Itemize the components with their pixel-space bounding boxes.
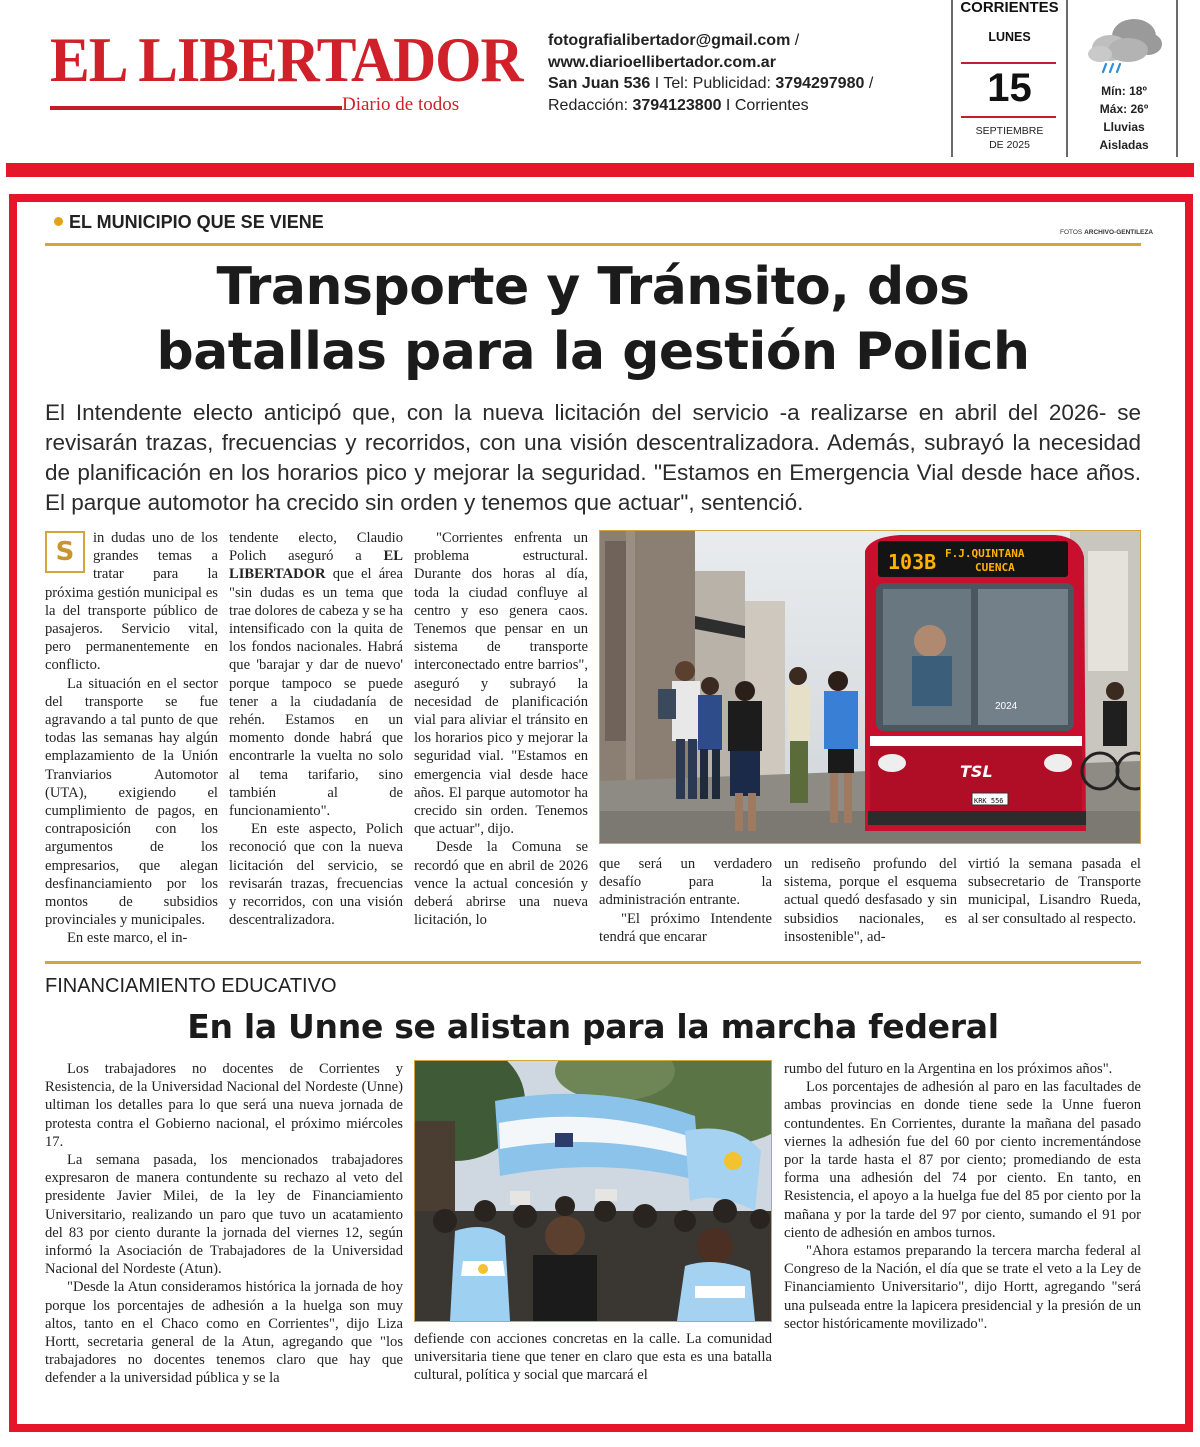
article2-column-3 [784, 1060, 1141, 1333]
paragraph: in dudas uno de los grandes temas a tratar para la próxima gestión municipal es la del transporte público de pasajeros. Servicio vital, pero permanentemente en conflicto. [45, 530, 218, 674]
paragraph: La semana pasada, los mencionados trabajadores expresaron de manera contundente su rechazo al veto del presidente Javier Milei, de la ley de Financiamiento Universitario, realizando un paro que tuvo un acatamiento del 83 por ciento durante la jornada del viernes 12, según informó la Asociación de Trabajadores de la Universidad Nacional del Nordeste (Atun). [45, 1152, 403, 1278]
article2-column-2 [414, 1330, 772, 1385]
contact-email[interactable]: fotografialibertador@gmail.com [548, 32, 791, 49]
photo-credit [1060, 229, 1153, 236]
date-month: SEPTIEMBRE [975, 125, 1044, 137]
article1-kicker [54, 212, 324, 233]
date-divider [961, 62, 1056, 64]
condition-line-1: Lluvias [1103, 120, 1145, 134]
temp-max: Máx: 26º [1099, 102, 1149, 116]
date-box [951, 0, 1068, 157]
date-day: 15 [987, 66, 1032, 110]
separator: / [790, 32, 800, 49]
paragraph: Desde la Comuna se recordó que en abril de 2026 vence la actual concesión y deberá abrirse una nueva licitación, lo [414, 839, 588, 929]
route-name-2: CUENCA [975, 561, 1015, 574]
text-run: tendente electo, Claudio Polich aseguró a [229, 530, 403, 565]
paragraph: Los porcentajes de adhesión al paro en las facultades de ambas provincias en donde tiene sede la Unne fueron contundentes. En Corrientes, durante la mañana del pasado viernes la adhesión fue del 60 por ciento incrementándose por la tarde hasta el 87 por ciento; promediando de esta forma una adhesión del 74 por ciento. En tanto, en Resistencia, el apoyo a la huelga fue del 85 por ciento por la mañana y por la tarde del 97 por ciento, sumando el 91 por ciento de adhesión en ambos turnos. [784, 1079, 1141, 1241]
article1-column-1 [45, 529, 218, 948]
article1-column-6 [968, 855, 1141, 928]
paragraph: "Ahora estamos preparando la tercera marcha federal al Congreso de la Nación, el día que se trate el veto a la Ley de Financiamiento Universitario", dijo Hortt, agregando "será una pulseada entre la lapicera presidencial y la presión de un sector históricamente movilizado". [784, 1243, 1141, 1332]
paragraph: "El próximo Intendente tendrá que encarar [599, 910, 772, 945]
article1-column-3 [414, 529, 588, 929]
paragraph: un rediseño profundo del sistema, porque el esquema actual quedó desfasado y sin subsidios nacionales, es insostenible", ad- [784, 856, 957, 945]
paragraph: En este marco, el in- [67, 930, 188, 947]
tel-ads: 3794297980 [775, 75, 865, 92]
logo-title: EL LIBERTADOR [50, 24, 523, 95]
contact-website[interactable]: www.diarioellibertador.com.ar [548, 53, 776, 71]
article1-column-5 [784, 855, 957, 946]
article2-column-1 [45, 1060, 403, 1388]
contact-address: San Juan 536 [548, 75, 651, 92]
date-city: CORRIENTES [960, 0, 1059, 16]
logo-underline [50, 106, 342, 110]
temp-min: Mín: 18º [1101, 84, 1147, 98]
newsroom-label: Redacción: [548, 96, 633, 114]
red-band [6, 163, 1194, 177]
drop-cap: S [45, 531, 85, 573]
newspaper-logo[interactable] [50, 22, 523, 117]
date-year: DE 2025 [989, 139, 1030, 151]
section-rule [45, 243, 1141, 246]
paragraph: "Corrientes enfrenta un problema estructural. Durante dos horas al día, toda la ciudad confluye al centro y eso genera caos. Tenemos que pensar en un sistema de transporte interconectado entre barrios", aseguró y subrayó la necesidad de planificación vial para aliviar el tránsito en los horarios pico y mejorar la seguridad vial. "Estamos en emergencia vial desde hace años. El parque automotor ha crecido sin orden. Tenemos que actuar", dijo. [414, 530, 588, 838]
bullet-dot-icon [54, 217, 63, 226]
separator: / [864, 75, 874, 92]
bus-photo[interactable] [599, 530, 1141, 844]
article1-lead: El Intendente electo anticipó que, con la nueva licitación del servicio -a realizarse en abril del 2026- se revisarán trazas, frecuencias y recorridos, con una visión descentralizadora. Además, subrayó la necesidad de planificación en los horarios pico y mejorar la seguridad. "Estamos en Emergencia Vial desde hace años. El parque automotor ha crecido sin orden y tenemos que actuar", sentenció. [45, 400, 1141, 515]
paragraph: En este aspecto, Polich reconoció que con la nueva licitación del servicio, se revisarán trazas, frecuencias y recorridos, con una visión descentralizadora. [229, 821, 403, 929]
paragraph: "Desde la Atun consideramos histórica la jornada de hoy porque los porcentajes de adhesión a la huelga son muy altos, tanto en el Chaco como en Corrientes", dijo Liza Hortt, secretaria general de la Atun, agregando que "los trabajadores no docentes tenemos claro que hay que defender a la universidad pública y se la [45, 1279, 403, 1387]
route-name-1: F.J.QUINTANA [945, 547, 1025, 560]
masthead [0, 0, 1200, 165]
tel-newsroom: 3794123800 [632, 96, 722, 114]
bus-year: 2024 [995, 701, 1018, 712]
bus-photo-illustration [600, 531, 1140, 843]
weather-text [1072, 82, 1176, 154]
paragraph: virtió la semana pasada el subsecretario de Transporte municipal, Lisandro Rueda, al ser consultado al respecto. [968, 856, 1141, 927]
headline-line-1: Transporte y Tránsito, dos [216, 257, 970, 317]
city-suffix: I Corrientes [721, 96, 809, 114]
headline-line-2: batallas para la gestión Polich [156, 322, 1030, 382]
route-number: 103B [888, 550, 937, 574]
paragraph: que será un verdadero desafío para la administración entrante. [599, 856, 772, 909]
rain-cloud-icon [1082, 8, 1166, 78]
paragraph: Los trabajadores no docentes de Corrientes y Resistencia, de la Universidad Nacional del Nordeste (Unne) ultiman los detalles para lo que será una nueva jornada de protesta contra el Gobierno nacional, el próximo miércoles 17. [45, 1061, 403, 1150]
date-month-year [953, 124, 1066, 152]
photo-credit-label: FOTOS [1060, 229, 1085, 236]
march-photo[interactable] [414, 1060, 772, 1322]
section-rule [45, 961, 1141, 964]
contact-info [548, 30, 948, 116]
photo-credit-source: ARCHIVO-GENTILEZA [1084, 229, 1154, 236]
paragraph: La situación en el sector del transporte se fue agravando a tal punto de que todas las semanas hay algún emplazamiento de la Unión Tranviarios Automotor (UTA), exigiendo el cumplimiento de pagos, en contraposición con los argumentos de los empresarios, que alegan desfinanciamiento por los montos de subsidios provinciales y municipales. [45, 675, 218, 929]
logo-subtitle: Diario de todos [342, 94, 460, 115]
paragraph: defiende con acciones concretas en la calle. La comunidad universitaria tiene que tener en claro que esta es una batalla cultural, política y social que marcará el [414, 1331, 772, 1384]
paragraph: rumbo del futuro en la Argentina en los próximos años". [784, 1061, 1113, 1077]
tel-label: I Tel: Publicidad: [650, 75, 776, 92]
paragraph [229, 529, 403, 820]
article2-headline[interactable]: En la Unne se alistan para la marcha federal [187, 1007, 999, 1046]
weather-box [1072, 0, 1178, 157]
date-divider [961, 116, 1056, 118]
text-run: que el área "sin dudas es un tema que trae dolores de cabeza y se ha intensificado con la quita de los fondos nacionales. Habrá que 'barajar y dar de nuevo' porque tampoco se puede tener a la ciudadanía de rehén. Estamos en un momento donde habrá que encontrarle la vuelta no solo al tema tarifario, sino también al de funcionamiento". [229, 566, 403, 820]
bus-plate: KRK 556 [974, 797, 1004, 805]
article1-headline[interactable] [45, 255, 1141, 385]
newspaper-mention: EL LIBERTADOR [229, 548, 403, 583]
date-weekday: LUNES [988, 30, 1031, 44]
march-photo-illustration [415, 1061, 771, 1321]
bus-brand: TSL [960, 762, 993, 781]
article2-kicker: FINANCIAMIENTO EDUCATIVO [45, 975, 337, 997]
article1-column-4 [599, 855, 772, 946]
kicker-text: EL MUNICIPIO QUE SE VIENE [69, 212, 324, 232]
article1-column-2 [229, 529, 403, 929]
condition-line-2: Aisladas [1099, 138, 1149, 152]
